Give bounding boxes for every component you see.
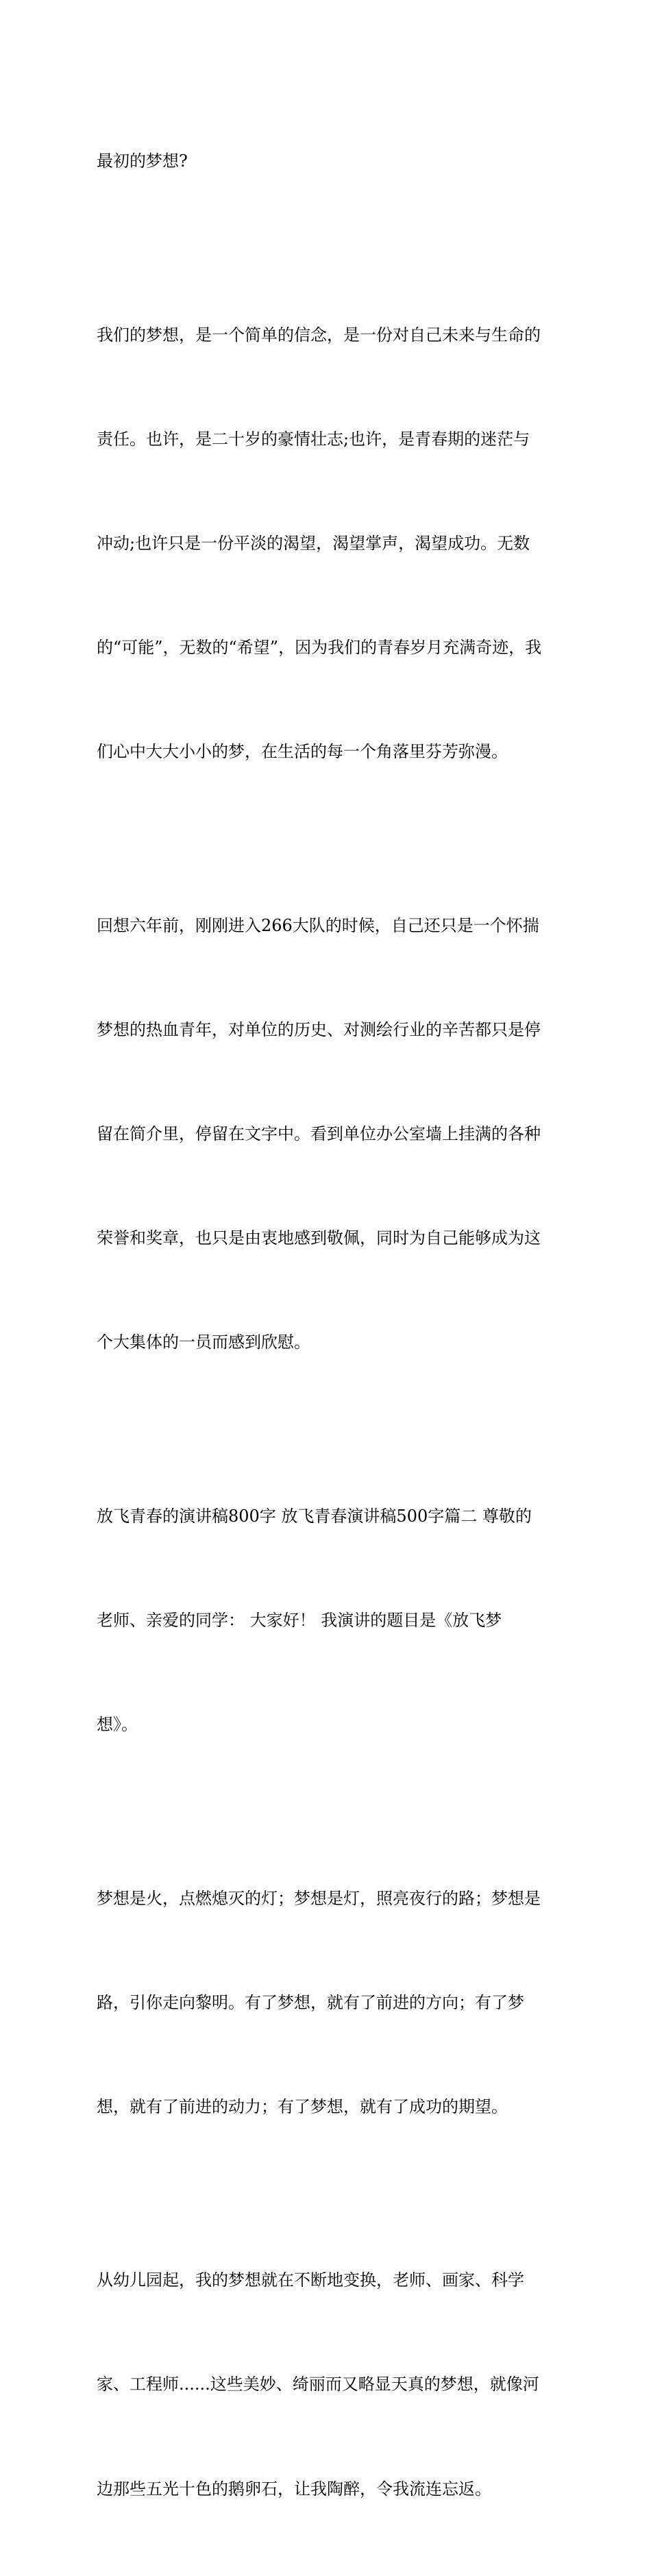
text-line: 们心中大大小小的梦，在生活的每一个角落里芬芳弥漫。 [97, 742, 508, 762]
text-line: 梦想的热血青年，对单位的历史、对测绘行业的辛苦都只是停 [97, 1019, 541, 1039]
paragraph-title-question [97, 75, 557, 249]
text-line: 家、工程师......这些美妙、绮丽而又略显天真的梦想，就像河 [97, 2375, 539, 2394]
text-line: 路，引你走向黎明。有了梦想，就有了前进的方向；有了梦 [97, 1992, 524, 2012]
text-line: 冲动;也许只是一份平淡的渴望，渴望掌声，渴望成功。无数 [97, 534, 530, 554]
text-line: 荣誉和奖章，也只是由衷地感到敬佩，同时为自己能够成为这 [97, 1228, 541, 1248]
paragraph-speech-heading [97, 1429, 557, 1811]
text-line: 的“可能”，无数的“希望”，因为我们的青春岁月充满奇迹，我 [97, 638, 542, 658]
paragraph-dream-is-fire [97, 1811, 557, 2194]
text-line: 想，就有了前进的动力；有了梦想，就有了成功的期望。 [97, 2096, 508, 2116]
paragraph-dream-belief [97, 249, 557, 839]
text-line: 梦想是火，点燃熄灭的灯；梦想是灯，照亮夜行的路；梦想是 [97, 1888, 541, 1908]
text-line: 最初的梦想? [97, 151, 188, 171]
text-line: 放飞青春的演讲稿800字 放飞青春演讲稿500字篇二 尊敬的 [97, 1506, 532, 1526]
text-line: 我们的梦想，是一个简单的信念，是一份对自己未来与生命的 [97, 325, 541, 345]
text-line: 个大集体的一员而感到欣慰。 [97, 1333, 310, 1352]
text-line: 边那些五光十色的鹅卵石，让我陶醉，令我流连忘返。 [97, 2479, 491, 2499]
text-line: 回想六年前，刚刚进入266大队的时候，自己还只是一个怀揣 [97, 915, 539, 935]
text-line: 留在简介里，停留在文字中。看到单位办公室墙上挂满的各种 [97, 1124, 541, 1144]
text-line: 从幼儿园起，我的梦想就在不断地变换，老师、画家、科学 [97, 2270, 524, 2290]
paragraph-six-years-ago [97, 839, 557, 1429]
text-line: 老师、亲爱的同学： 大家好！ 我演讲的题目是《放飞梦 [97, 1610, 502, 1630]
paragraph-kindergarten [97, 2194, 557, 2576]
text-line: 责任。也许，是二十岁的豪情壮志;也许，是青春期的迷茫与 [97, 430, 530, 449]
text-line: 想》。 [97, 1715, 138, 1735]
document-body [97, 75, 557, 2576]
